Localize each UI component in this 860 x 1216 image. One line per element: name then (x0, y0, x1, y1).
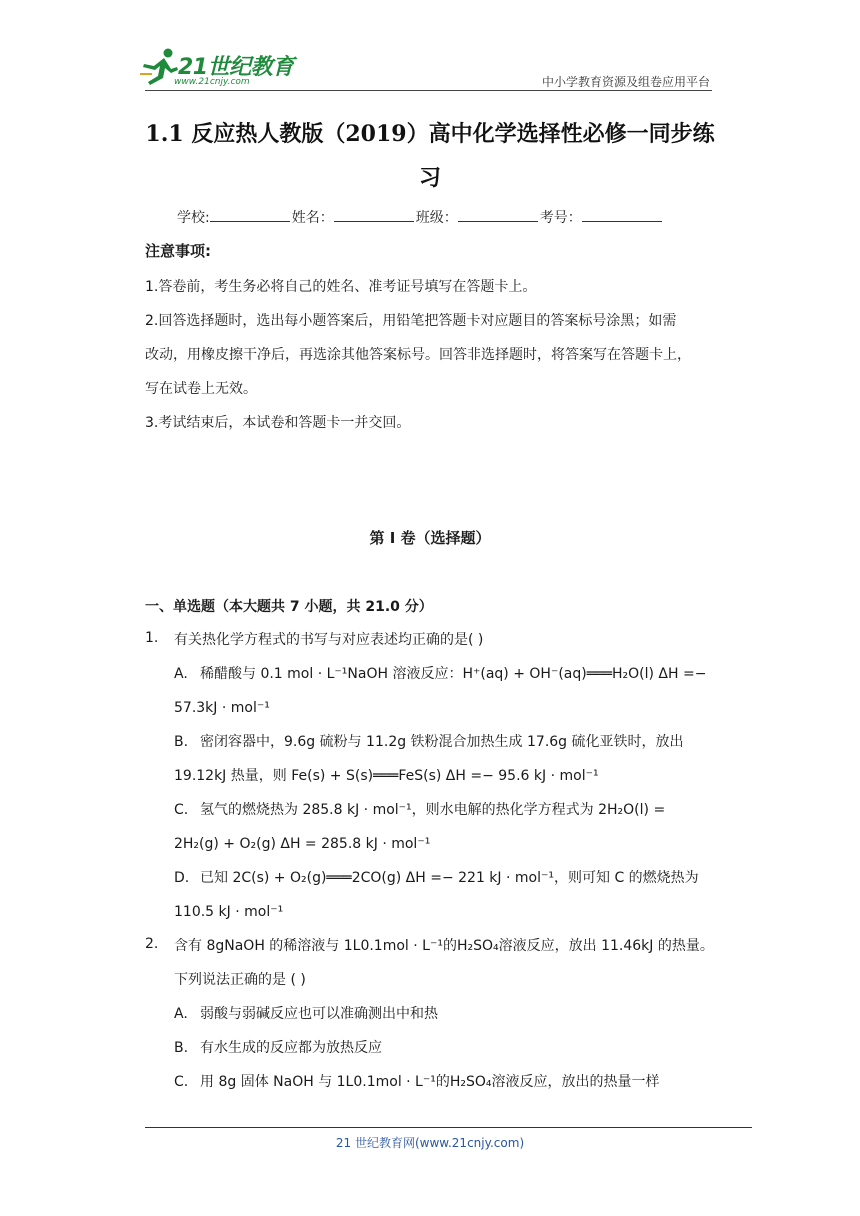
notice-body (145, 270, 720, 440)
option-label: D. (174, 870, 190, 886)
number-blank[interactable] (582, 209, 662, 222)
number-label: 考号： (539, 210, 582, 226)
title-line-1: 1.1 反应热人教版（2019）高中化学选择性必修一同步练 (145, 121, 715, 147)
option-c-cont: 2H₂(g) + O₂(g) ΔH = 285.8 kJ · mol⁻¹ (174, 836, 431, 852)
question-stem: 有关热化学方程式的书写与对应表述均正确的是( ) (174, 632, 484, 648)
class-blank[interactable] (458, 209, 538, 222)
option-a[interactable] (174, 657, 720, 691)
footer-link[interactable]: 21 世纪教育网(www.21cnjy.com) (335, 1136, 525, 1150)
option-label: A. (174, 1006, 188, 1022)
question-stem-2: 下列说法正确的是 ( ) (174, 972, 306, 988)
option-text: 有水生成的反应都为放热反应 (200, 1040, 382, 1056)
option-label: C. (174, 802, 189, 818)
notice-item-2a: 2.回答选择题时，选出每小题答案后，用铅笔把答题卡对应题目的答案标号涂黑；如需 (145, 313, 677, 329)
logo-url: www.21cnjy.com (174, 77, 250, 87)
notice-heading: 注意事项: (145, 242, 211, 260)
option-b[interactable] (174, 1031, 720, 1065)
option-c[interactable] (174, 793, 720, 827)
name-label: 姓名： (291, 210, 334, 226)
title-line-2: 习 (418, 165, 441, 191)
part-heading: 一、单选题（本大题共 7 小题，共 21.0 分） (145, 599, 433, 615)
option-label: A. (174, 666, 188, 682)
header-divider (145, 90, 712, 91)
footer-divider (145, 1127, 752, 1128)
question-number: 1. (145, 630, 159, 646)
student-info-row (177, 207, 664, 227)
option-b-cont: 19.12kJ 热量，则 Fe(s) + S(s)═══FeS(s) ΔH =− 95.6 kJ · mol⁻¹ (174, 768, 599, 784)
option-c[interactable] (174, 1065, 720, 1099)
notice-item-3: 3.考试结束后，本试卷和答题卡一并交回。 (145, 415, 411, 431)
option-text: 弱酸与弱碱反应也可以准确测出中和热 (200, 1006, 438, 1022)
option-text: 氢气的燃烧热为 285.8 kJ · mol⁻¹，则水电解的热化学方程式为 2H₂O(l) = (200, 802, 666, 818)
option-text: 密闭容器中，9.6g 硫粉与 11.2g 铁粉混合加热生成 17.6g 硫化亚铁时，放出 (200, 734, 684, 750)
class-label: 班级： (415, 210, 458, 226)
option-d[interactable] (174, 861, 720, 895)
option-a-cont: 57.3kJ · mol⁻¹ (174, 700, 270, 716)
notice-item-1: 1.答卷前，考生务必将自己的姓名、准考证号填写在答题卡上。 (145, 279, 537, 295)
option-text: 已知 2C(s) + O₂(g)═══2CO(g) ΔH =− 221 kJ · mol⁻¹，则可知 C 的燃烧热为 (200, 870, 699, 886)
option-b[interactable] (174, 725, 720, 759)
section-title: 第 I 卷（选择题） (369, 529, 491, 547)
site-logo (138, 46, 308, 90)
school-blank[interactable] (210, 209, 290, 222)
header-slogan: 中小学教育资源及组卷应用平台 (541, 75, 710, 89)
school-label: 学校: (177, 210, 210, 226)
option-label: B. (174, 734, 189, 750)
question-number: 2. (145, 936, 159, 952)
option-a[interactable] (174, 997, 720, 1031)
option-text: 用 8g 固体 NaOH 与 1L0.1mol · L⁻¹的H₂SO₄溶液反应，放出的热量一样 (200, 1074, 660, 1090)
option-d-cont: 110.5 kJ · mol⁻¹ (174, 904, 284, 920)
question-stem-1: 含有 8gNaOH 的稀溶液与 1L0.1mol · L⁻¹的H₂SO₄溶液反应，放出 11.46kJ 的热量。 (174, 938, 714, 954)
option-label: B. (174, 1040, 189, 1056)
name-blank[interactable] (334, 209, 414, 222)
option-label: C. (174, 1074, 189, 1090)
logo-text: 21世纪教育 (178, 55, 294, 80)
option-text: 稀醋酸与 0.1 mol · L⁻¹NaOH 溶液反应：H⁺(aq) + OH⁻(aq)═══H₂O(l) ΔH =− (200, 666, 707, 682)
notice-item-2c: 写在试卷上无效。 (145, 381, 257, 397)
notice-item-2b: 改动，用橡皮擦干净后，再选涂其他答案标号。回答非选择题时，将答案写在答题卡上， (145, 347, 691, 363)
document-title (130, 112, 730, 200)
